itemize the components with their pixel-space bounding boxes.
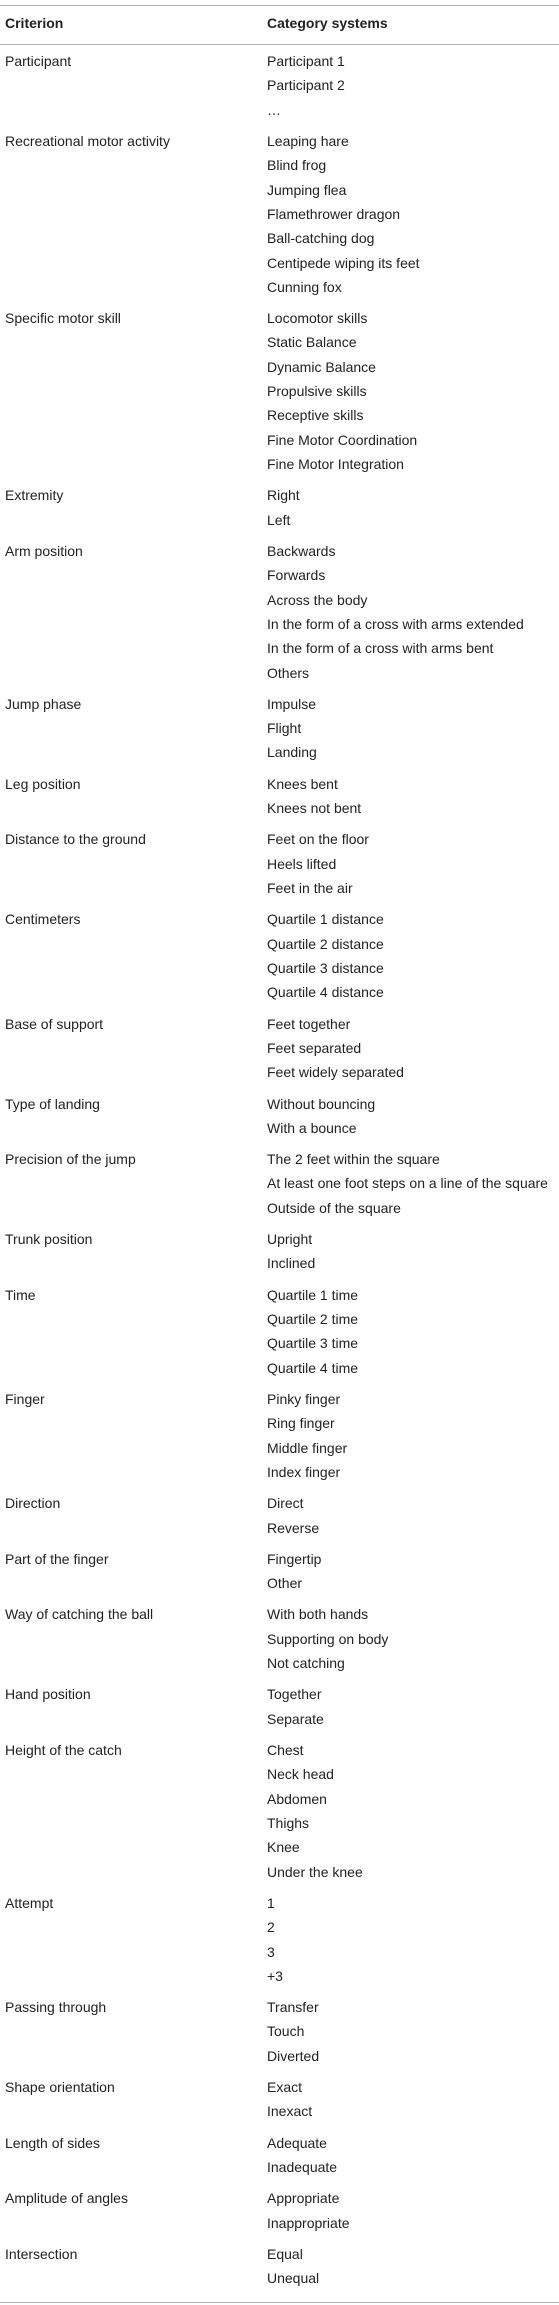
category-item: Ball-catching dog bbox=[267, 230, 375, 247]
criterion-cell bbox=[0, 1008, 260, 1088]
category-item: Knee bbox=[267, 1839, 300, 1856]
table-row bbox=[0, 2071, 559, 2127]
criterion-label: Hand position bbox=[5, 1686, 91, 1703]
criterion-label: Trunk position bbox=[5, 1231, 93, 1248]
category-item: Propulsive skills bbox=[267, 383, 367, 400]
criterion-label: Time bbox=[5, 1286, 36, 1303]
criterion-label: Specific motor skill bbox=[5, 310, 121, 327]
category-item: Jumping flea bbox=[267, 181, 347, 198]
criterion-cell bbox=[0, 2238, 260, 2302]
table-row bbox=[0, 1008, 559, 1088]
criterion-label: Leg position bbox=[5, 775, 81, 792]
category-cell bbox=[260, 535, 559, 688]
criterion-label: Participant bbox=[5, 53, 72, 69]
criterion-cell bbox=[0, 823, 260, 903]
criterion-label: Part of the finger bbox=[5, 1550, 109, 1567]
category-cell bbox=[260, 1143, 559, 1223]
category-item: Quartile 2 time bbox=[267, 1311, 359, 1327]
category-item: Inexact bbox=[267, 2103, 313, 2120]
category-item: Pinky finger bbox=[267, 1390, 341, 1407]
category-item: Exact bbox=[267, 2079, 303, 2096]
category-cell bbox=[260, 125, 559, 302]
criterion-label: Base of support bbox=[5, 1015, 104, 1032]
category-cell bbox=[260, 2127, 559, 2183]
category-item: +3 bbox=[267, 1967, 283, 1984]
category-item: Cunning fox bbox=[267, 278, 342, 295]
criterion-label: Length of sides bbox=[5, 2134, 100, 2151]
table-row bbox=[0, 1734, 559, 1887]
category-item: Across the body bbox=[267, 591, 368, 608]
criterion-cell bbox=[0, 535, 260, 688]
category-item: Static Balance bbox=[267, 334, 357, 351]
category-cell bbox=[260, 2182, 559, 2238]
category-item: Supporting on body bbox=[267, 1630, 389, 1647]
criterion-label: Arm position bbox=[5, 542, 83, 559]
table-row bbox=[0, 1598, 559, 1678]
category-cell bbox=[260, 1223, 559, 1279]
criterion-cell bbox=[0, 903, 260, 1007]
table-row bbox=[0, 479, 559, 535]
criterion-label: Direction bbox=[5, 1495, 61, 1512]
category-cell bbox=[260, 1734, 559, 1887]
table-row bbox=[0, 1487, 559, 1543]
category-cell bbox=[260, 2071, 559, 2127]
category-item: Participant 1 bbox=[267, 53, 345, 69]
category-item: Locomotor skills bbox=[267, 310, 368, 327]
category-item: Appropriate bbox=[267, 2190, 340, 2207]
table-row bbox=[0, 1887, 559, 1991]
category-cell bbox=[260, 1383, 559, 1487]
category-item: Landing bbox=[267, 744, 317, 761]
category-cell bbox=[260, 1678, 559, 1734]
category-item: Backwards bbox=[267, 542, 336, 559]
criterion-cell bbox=[0, 302, 260, 479]
table-row bbox=[0, 125, 559, 302]
criterion-cell bbox=[0, 1991, 260, 2071]
criterion-label: Recreational motor activity bbox=[5, 132, 170, 149]
category-item: Direct bbox=[267, 1495, 304, 1512]
table-row bbox=[0, 1543, 559, 1599]
category-cell bbox=[260, 1279, 559, 1383]
category-item: With both hands bbox=[267, 1606, 369, 1623]
category-item: Right bbox=[267, 487, 300, 504]
category-item: Upright bbox=[267, 1231, 313, 1248]
criterion-cell bbox=[0, 2127, 260, 2183]
criterion-cell bbox=[0, 2182, 260, 2238]
category-cell bbox=[260, 768, 559, 824]
criterion-cell bbox=[0, 688, 260, 768]
category-item: Equal bbox=[267, 2245, 303, 2262]
category-item: Unequal bbox=[267, 2270, 320, 2287]
category-cell bbox=[260, 1088, 559, 1144]
category-item: Quartile 1 distance bbox=[267, 911, 384, 928]
category-item: Ring finger bbox=[267, 1415, 335, 1432]
category-cell bbox=[260, 479, 559, 535]
category-item: In the form of a cross with arms bent bbox=[267, 640, 494, 657]
table-row bbox=[0, 768, 559, 824]
category-item: Impulse bbox=[267, 695, 317, 712]
category-item: Abdomen bbox=[267, 1790, 327, 1807]
category-item: Knees bent bbox=[267, 775, 338, 792]
table-row bbox=[0, 823, 559, 903]
category-cell bbox=[260, 45, 559, 125]
category-item: Dynamic Balance bbox=[267, 358, 376, 375]
criterion-label: Distance to the ground bbox=[5, 831, 146, 848]
category-item: Without bouncing bbox=[267, 1095, 376, 1112]
header-category-systems: Category systems bbox=[260, 6, 559, 45]
category-item: Flamethrower dragon bbox=[267, 205, 401, 222]
criterion-label: Passing through bbox=[5, 1999, 107, 2016]
criterion-cell bbox=[0, 1143, 260, 1223]
category-cell bbox=[260, 2238, 559, 2302]
category-item: Participant 2 bbox=[267, 77, 345, 94]
criterion-cell bbox=[0, 1279, 260, 1383]
criterion-label: Jump phase bbox=[5, 695, 82, 712]
category-item: Heels lifted bbox=[267, 855, 337, 872]
criterion-label: Shape orientation bbox=[5, 2079, 115, 2096]
category-item: Left bbox=[267, 511, 291, 528]
category-item: Inappropriate bbox=[267, 2214, 350, 2231]
table-row bbox=[0, 2182, 559, 2238]
table-row bbox=[0, 1383, 559, 1487]
category-item: Inclined bbox=[267, 1255, 316, 1272]
criterion-cell bbox=[0, 125, 260, 302]
category-item: Quartile 1 time bbox=[267, 1286, 359, 1303]
criterion-cell bbox=[0, 479, 260, 535]
category-item: At least one foot steps on a line of the square bbox=[267, 1175, 548, 1192]
category-item: 2 bbox=[267, 1919, 275, 1936]
category-item: In the form of a cross with arms extended bbox=[267, 615, 524, 632]
category-item: Leaping hare bbox=[267, 132, 349, 149]
category-cell bbox=[260, 688, 559, 768]
category-item: 3 bbox=[267, 1943, 275, 1960]
category-item: Reverse bbox=[267, 1519, 320, 1536]
criterion-cell bbox=[0, 2071, 260, 2127]
category-item: Touch bbox=[267, 2023, 305, 2040]
category-item: Feet together bbox=[267, 1015, 351, 1032]
category-cell bbox=[260, 1887, 559, 1991]
criteria-table bbox=[0, 5, 559, 2303]
category-item: The 2 feet within the square bbox=[267, 1151, 440, 1168]
category-item: Forwards bbox=[267, 567, 326, 584]
category-item: Quartile 4 distance bbox=[267, 984, 384, 1001]
category-item: Fine Motor Integration bbox=[267, 456, 404, 472]
category-item: Fingertip bbox=[267, 1550, 322, 1567]
table-row bbox=[0, 2127, 559, 2183]
criterion-cell bbox=[0, 45, 260, 125]
criterion-cell bbox=[0, 1487, 260, 1543]
category-item: Feet in the air bbox=[267, 880, 353, 896]
category-item: Others bbox=[267, 664, 310, 681]
category-item: Adequate bbox=[267, 2134, 327, 2151]
category-item: Fine Motor Coordination bbox=[267, 431, 418, 448]
criterion-cell bbox=[0, 1734, 260, 1887]
category-item: … bbox=[267, 101, 281, 118]
table-row bbox=[0, 1088, 559, 1144]
category-item: Chest bbox=[267, 1742, 304, 1758]
category-item: Flight bbox=[267, 720, 302, 737]
category-item: Together bbox=[267, 1686, 322, 1703]
category-item: Outside of the square bbox=[267, 1199, 401, 1216]
criterion-cell bbox=[0, 1543, 260, 1599]
table-row bbox=[0, 1991, 559, 2071]
category-cell bbox=[260, 1543, 559, 1599]
category-item: Feet separated bbox=[267, 1039, 362, 1056]
table-row bbox=[0, 1143, 559, 1223]
criterion-cell bbox=[0, 1598, 260, 1678]
category-cell bbox=[260, 1598, 559, 1678]
category-item: Centipede wiping its feet bbox=[267, 254, 420, 271]
criterion-label: Extremity bbox=[5, 487, 64, 504]
category-item: Feet on the floor bbox=[267, 831, 369, 848]
category-cell bbox=[260, 302, 559, 479]
category-item: Quartile 3 distance bbox=[267, 959, 384, 976]
category-item: 1 bbox=[267, 1894, 275, 1911]
table-header bbox=[0, 6, 559, 45]
category-item: Receptive skills bbox=[267, 407, 364, 424]
table-row bbox=[0, 302, 559, 479]
category-item: Quartile 4 time bbox=[267, 1359, 359, 1376]
category-item: Quartile 3 time bbox=[267, 1335, 359, 1352]
category-item: Index finger bbox=[267, 1463, 341, 1480]
criterion-label: Attempt bbox=[5, 1894, 54, 1911]
category-item: Under the knee bbox=[267, 1863, 363, 1880]
category-cell bbox=[260, 903, 559, 1007]
table-body bbox=[0, 45, 559, 2303]
criterion-label: Finger bbox=[5, 1390, 45, 1407]
category-cell bbox=[260, 823, 559, 903]
criterion-label: Height of the catch bbox=[5, 1742, 122, 1758]
table-row bbox=[0, 535, 559, 688]
category-item: Neck head bbox=[267, 1766, 334, 1783]
category-item: Blind frog bbox=[267, 157, 327, 174]
category-cell bbox=[260, 1991, 559, 2071]
category-item: Transfer bbox=[267, 1999, 319, 2016]
category-cell bbox=[260, 1487, 559, 1543]
header-criterion: Criterion bbox=[0, 6, 260, 45]
header-row bbox=[0, 6, 559, 45]
criterion-cell bbox=[0, 768, 260, 824]
criterion-cell bbox=[0, 1887, 260, 1991]
criterion-label: Way of catching the ball bbox=[5, 1606, 154, 1623]
category-item: Separate bbox=[267, 1710, 324, 1727]
criterion-label: Centimeters bbox=[5, 911, 81, 928]
category-item: Not catching bbox=[267, 1655, 345, 1672]
category-item: Other bbox=[267, 1575, 303, 1592]
criterion-cell bbox=[0, 1088, 260, 1144]
table-row bbox=[0, 903, 559, 1007]
criterion-cell bbox=[0, 1383, 260, 1487]
table-row bbox=[0, 1279, 559, 1383]
criterion-cell bbox=[0, 1678, 260, 1734]
table-row bbox=[0, 1223, 559, 1279]
table-row bbox=[0, 45, 559, 125]
criterion-cell bbox=[0, 1223, 260, 1279]
category-item: Middle finger bbox=[267, 1439, 348, 1456]
category-item: Thighs bbox=[267, 1814, 310, 1831]
category-item: Knees not bent bbox=[267, 800, 362, 817]
criterion-label: Type of landing bbox=[5, 1095, 100, 1112]
table-row bbox=[0, 1678, 559, 1734]
category-item: Feet widely separated bbox=[267, 1064, 404, 1081]
category-cell bbox=[260, 1008, 559, 1088]
category-item: Quartile 2 distance bbox=[267, 935, 384, 952]
criterion-label: Intersection bbox=[5, 2245, 78, 2262]
table-row bbox=[0, 2238, 559, 2302]
category-item: Diverted bbox=[267, 2047, 320, 2064]
criterion-label: Amplitude of angles bbox=[5, 2190, 128, 2207]
category-item: With a bounce bbox=[267, 1119, 357, 1136]
criterion-label: Precision of the jump bbox=[5, 1151, 136, 1168]
table-row bbox=[0, 688, 559, 768]
category-item: Inadequate bbox=[267, 2159, 338, 2175]
